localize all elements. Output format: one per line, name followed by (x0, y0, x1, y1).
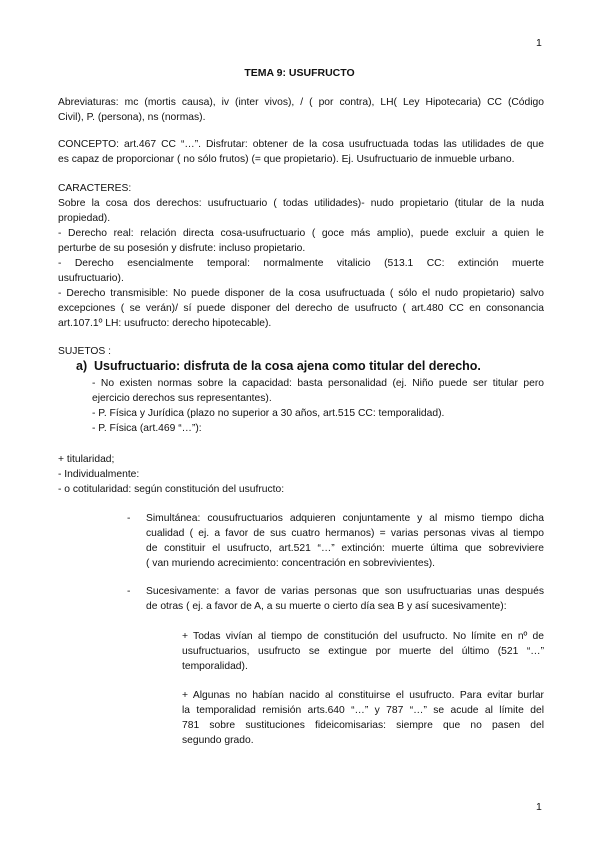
plus-item-2 (182, 688, 544, 748)
titularidad-line: - o cotitularidad: según constitución del usufructo: (58, 484, 285, 495)
caracteres-line: excepciones ( se verán)/ sí puede disponer del derecho de usufructo ( art.480 CC en consonancia (58, 303, 544, 314)
plus-line: segundo grado. (182, 735, 254, 746)
sujeto-a-item: - P. Física (art.469 “…”): (92, 423, 202, 434)
sujetos-heading: SUJETOS : (58, 346, 112, 357)
sucesivamente-item (146, 584, 544, 614)
caracteres-line: perturbe de su posesión y disfrute: incluso propietario. (58, 243, 306, 254)
caracteres-line: propiedad). (58, 213, 111, 224)
sujeto-a-list (92, 376, 544, 436)
simultanea-line: Simultánea: cousufructuarios adquieren conjuntamente y al mismo tiempo dicha (146, 513, 544, 524)
sujeto-a-marker: a) (76, 359, 88, 373)
sujeto-a-item: - P. Física y Jurídica (plazo no superior a 30 años, art.515 CC: temporalidad). (92, 408, 445, 419)
caracteres-line: Sobre la cosa dos derechos: usufructuario ( todas utilidades)- nudo propietario (titular de la nuda (58, 198, 544, 209)
abbreviations-paragraph (58, 95, 544, 125)
caracteres-line: - Derecho transmisible: No puede disponer de la cosa usufructuada ( sólo el nudo propietario) salvo (58, 288, 544, 299)
caracteres-line: art.107.1º LH: usufructo: derecho hipotecable). (58, 318, 272, 329)
caracteres-line: - Derecho real: relación directa cosa-usufructuario ( goce más amplio), puede excluir a quien le (58, 228, 544, 239)
plus-line: usufructuarios, usufructo se extingue por muerte del último (521 “…” (182, 646, 544, 657)
sucesivamente-dash: - (127, 586, 131, 597)
simultanea-line: ( van muriendo acrecimiento: concentración en sobrevivientes). (146, 558, 436, 569)
concepto-line: es capaz de proporcionar ( no sólo frutos) (= que propietario). Ej. Usufructuario de inmueble urbano. (58, 154, 515, 165)
titularidad-line: - Individualmente: (58, 469, 140, 480)
titularidad-list (58, 452, 284, 497)
page-number-top: 1 (536, 37, 542, 49)
sujeto-a-title: Usufructuario: disfruta de la cosa ajena como titular del derecho. (94, 359, 481, 373)
simultanea-line: cualidad ( ej. a favor de sus cuatro hermanos) = varias personas vivas al tiempo (146, 528, 544, 539)
page-title: TEMA 9: USUFRUCTO (244, 67, 355, 79)
plus-line: + Todas vivían al tiempo de constitución del usufructo. No límite en nº de (182, 631, 544, 642)
caracteres-line: - Derecho esencialmente temporal: normalmente vitalicio (513.1 CC: extinción muerte (58, 258, 544, 269)
plus-line: temporalidad). (182, 661, 248, 672)
abbrev-line: Abreviaturas: mc (mortis causa), iv (inter vivos), / ( por contra), LH( Ley Hipotecaria) CC (Código (58, 97, 544, 108)
sucesivamente-line: Sucesivamente: a favor de varias personas que son usufructuarias unas después (146, 586, 544, 597)
caracteres-line: usufructuario). (58, 273, 124, 284)
plus-line: la temporalidad remisión arts.640 “…” y 787 “…” se acude al límite del (182, 705, 544, 716)
simultanea-item (146, 511, 544, 571)
simultanea-dash: - (127, 513, 131, 524)
sucesivamente-line: de otras ( ej. a favor de A, a su muerte o cierto día sea B y así sucesivamente): (146, 601, 507, 612)
concepto-line: CONCEPTO: art.467 CC “…”. Disfrutar: obtener de la cosa usufructuada todas las utilidades de que (58, 139, 544, 150)
caracteres-section (58, 181, 544, 331)
simultanea-line: de constituir el usufructo, art.521 “…” extinción: muerte última que sobreviviere (146, 543, 544, 554)
concepto-paragraph (58, 137, 544, 167)
sujeto-a-item: ejercicio derechos sus representantes). (92, 393, 272, 404)
titularidad-line: + titularidad; (58, 454, 115, 465)
sujeto-a-item: - No existen normas sobre la capacidad: basta personalidad (ej. Niño puede ser titular pero (92, 378, 544, 389)
abbrev-line: Civil), P. (persona), ns (normas). (58, 112, 206, 123)
plus-line: + Algunas no habían nacido al constituirse el usufructo. Para evitar burlar (182, 690, 544, 701)
page-number-bottom: 1 (536, 801, 542, 813)
plus-item-1 (182, 629, 544, 674)
caracteres-heading: CARACTERES: (58, 183, 132, 194)
plus-line: 781 sobre sustituciones fideicomisarias: siempre que no pasen del (182, 720, 544, 731)
